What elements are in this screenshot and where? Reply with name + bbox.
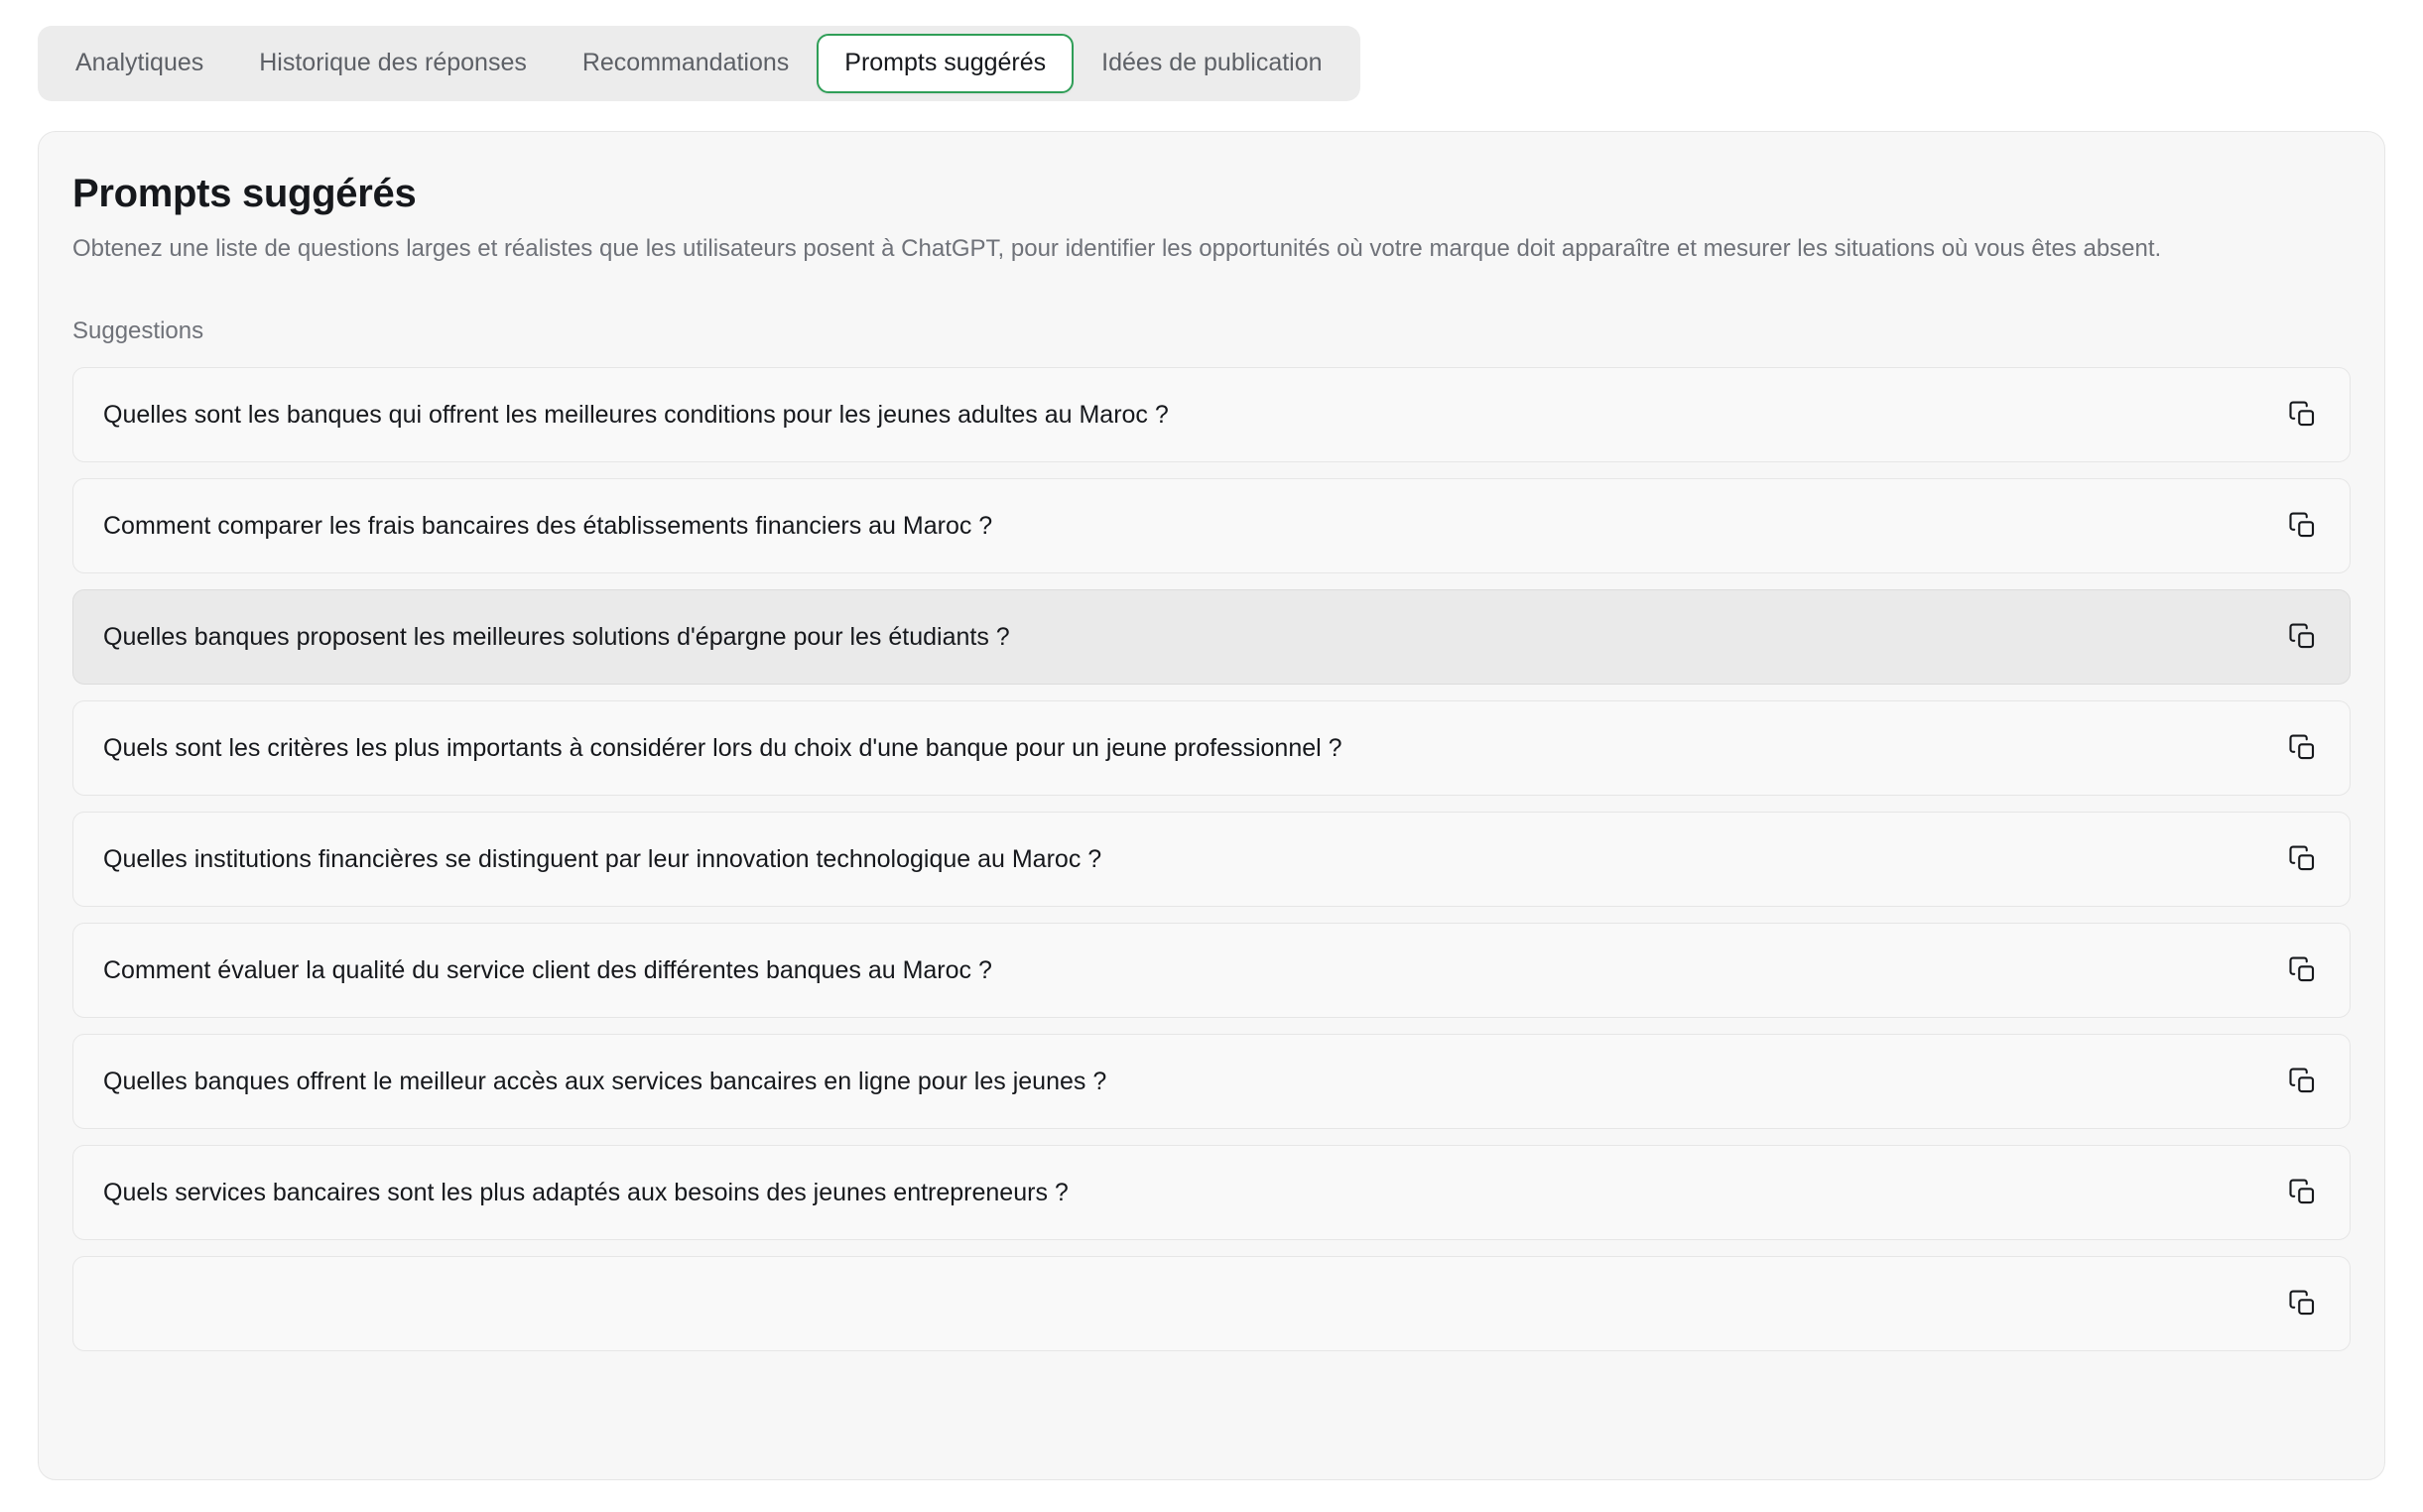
suggestion-row[interactable] [72, 367, 2351, 462]
copy-icon[interactable] [2286, 1065, 2320, 1098]
copy-icon[interactable] [2286, 1176, 2320, 1209]
suggestion-row[interactable] [72, 812, 2351, 907]
suggestion-row[interactable] [72, 700, 2351, 796]
suggestion-text: Comment évaluer la qualité du service client des différentes banques au Maroc ? [103, 956, 992, 985]
tab-3[interactable]: Prompts suggérés [817, 34, 1074, 93]
copy-icon[interactable] [2286, 953, 2320, 987]
copy-icon[interactable] [2286, 842, 2320, 876]
suggestion-text: Quelles sont les banques qui offrent les meilleures conditions pour les jeunes adultes au Maroc ? [103, 401, 1169, 430]
suggestion-text: Quelles banques offrent le meilleur accès aux services bancaires en ligne pour les jeunes ? [103, 1068, 1107, 1096]
tab-4[interactable]: Idées de publication [1101, 49, 1323, 76]
copy-icon[interactable] [2286, 509, 2320, 543]
suggestions-list [72, 367, 2351, 1351]
suggestion-text: Quels services bancaires sont les plus adaptés aux besoins des jeunes entrepreneurs ? [103, 1179, 1069, 1207]
page-title: Prompts suggérés [72, 171, 417, 215]
copy-icon[interactable] [2286, 731, 2320, 765]
tab-1[interactable]: Historique des réponses [259, 49, 527, 76]
suggestion-row[interactable] [72, 1145, 2351, 1240]
suggestion-row[interactable] [72, 589, 2351, 685]
copy-icon[interactable] [2286, 398, 2320, 432]
suggestion-row[interactable] [72, 923, 2351, 1018]
tab-bar [38, 26, 1360, 101]
suggestion-text: Quels sont les critères les plus importants à considérer lors du choix d'une banque pour un jeune professionnel ? [103, 734, 1342, 763]
suggestion-row[interactable] [72, 478, 2351, 573]
suggestion-row[interactable] [72, 1256, 2351, 1351]
tab-2[interactable]: Recommandations [581, 49, 790, 76]
suggestion-row[interactable] [72, 1034, 2351, 1129]
copy-icon[interactable] [2286, 1287, 2320, 1321]
suggestions-section-label: Suggestions [72, 317, 204, 345]
suggestion-text: Quelles institutions financières se distinguent par leur innovation technologique au Maroc ? [103, 845, 1102, 874]
copy-icon[interactable] [2286, 620, 2320, 654]
suggestion-text: Comment comparer les frais bancaires des établissements financiers au Maroc ? [103, 512, 993, 541]
suggested-prompts-panel [38, 131, 2385, 1480]
panel-description: Obtenez une liste de questions larges et réalistes que les utilisateurs posent à ChatGPT, pour identifier les opportunités où votre marque doit apparaître et mesurer les situations où vous êtes absent. [72, 234, 2162, 262]
suggestion-text: Quelles banques proposent les meilleures solutions d'épargne pour les étudiants ? [103, 623, 1010, 652]
tab-0[interactable]: Analytiques [75, 49, 204, 76]
